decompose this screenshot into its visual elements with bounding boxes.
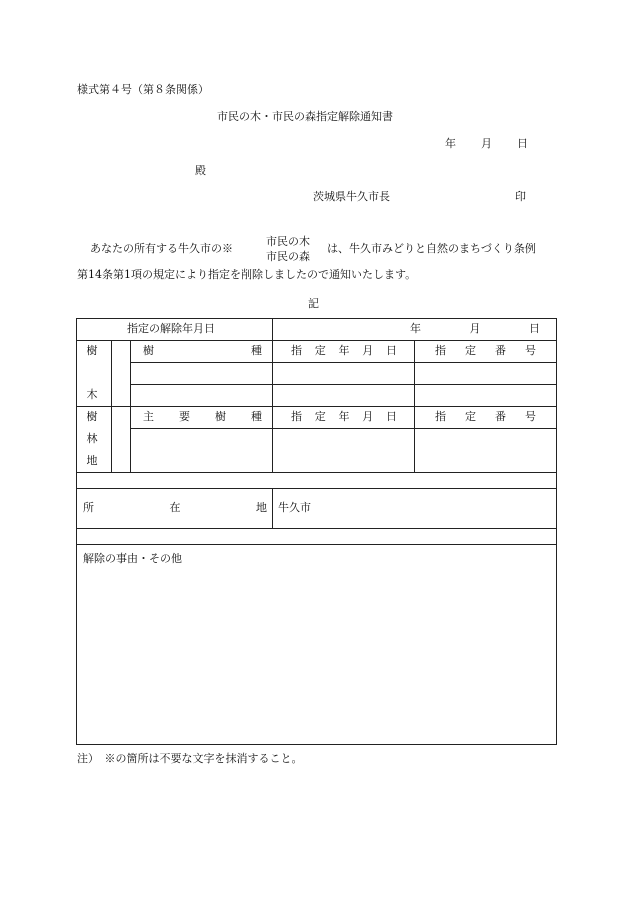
header-char: 号: [525, 410, 536, 423]
header-char: 月: [362, 410, 374, 423]
divider: [272, 488, 273, 528]
header-char: 樹: [215, 410, 226, 423]
month-char: 月: [469, 322, 481, 335]
header-char: 指: [435, 344, 446, 357]
header-char: 主: [143, 410, 154, 423]
form-number: 様式第４号（第８条関係）: [77, 83, 209, 96]
header-char: 番: [495, 344, 506, 357]
ki-heading: 記: [308, 297, 319, 310]
label-char: 在: [169, 501, 181, 514]
divider: [77, 528, 556, 529]
designation-date-header: [291, 410, 397, 424]
divider: [130, 362, 556, 363]
divider: [77, 488, 556, 489]
location-label: [83, 501, 267, 515]
day-char: 日: [529, 322, 540, 335]
divider: [130, 428, 556, 429]
header-char: 定: [465, 410, 476, 423]
header-char: 定: [314, 344, 326, 357]
header-char: 指: [291, 344, 302, 357]
divider: [77, 472, 556, 473]
body-line1-before: あなたの所有する牛久市の※: [90, 242, 233, 255]
year-char: 年: [445, 137, 456, 150]
header-char: 号: [525, 344, 536, 357]
header-char: 日: [386, 410, 397, 423]
divider: [272, 340, 273, 472]
designation-date-header: [291, 344, 397, 358]
tree-section-label: [81, 344, 103, 402]
choice-tree: 市民の木: [266, 235, 310, 248]
divider: [414, 340, 415, 472]
release-date-label: 指定の解除年月日: [127, 322, 215, 335]
designation-choice: [266, 234, 310, 264]
designation-number-header: [435, 344, 536, 358]
addressee-suffix: 殿: [195, 164, 206, 177]
header-char: 種: [251, 344, 262, 357]
year-char: 年: [410, 322, 421, 335]
issue-date-line: [445, 137, 528, 151]
forest-section-char: 樹: [86, 410, 98, 423]
tree-section-char: 樹: [86, 344, 98, 357]
header-char: 定: [465, 344, 476, 357]
divider: [111, 340, 112, 472]
seal-mark: 印: [515, 190, 526, 203]
label-char: 所: [83, 501, 94, 514]
details-table: [76, 318, 557, 745]
main-species-header: [143, 410, 262, 424]
header-char: 番: [495, 410, 506, 423]
forest-section-label: [81, 410, 103, 468]
header-char: 年: [338, 344, 350, 357]
divider: [77, 340, 556, 341]
header-char: 日: [386, 344, 397, 357]
location-value: 牛久市: [278, 501, 311, 514]
header-char: 定: [314, 410, 326, 423]
issuer-name: 茨城県牛久市長: [313, 190, 390, 203]
day-char: 日: [517, 137, 528, 150]
body-line1-after: は、牛久市みどりと自然のまちづくり条例: [327, 242, 536, 255]
footnote: 注） ※の箇所は不要な文字を抹消すること。: [77, 752, 303, 765]
release-date-field: [410, 322, 540, 336]
choice-forest: 市民の森: [266, 250, 310, 263]
tree-section-char: 木: [86, 388, 98, 401]
designation-number-header: [435, 410, 536, 424]
header-char: 指: [435, 410, 446, 423]
header-char: 指: [291, 410, 302, 423]
header-char: 年: [338, 410, 350, 423]
header-char: 樹: [143, 344, 154, 357]
reason-label: 解除の事由・その他: [83, 552, 182, 565]
divider: [272, 319, 273, 340]
month-char: 月: [481, 137, 492, 150]
document-title: 市民の木・市民の森指定解除通知書: [217, 110, 393, 123]
header-char: 要: [179, 410, 190, 423]
header-char: 月: [362, 344, 374, 357]
divider: [77, 544, 556, 545]
header-char: 種: [251, 410, 262, 423]
divider: [77, 406, 556, 407]
divider: [130, 340, 131, 472]
forest-section-char: 地: [86, 454, 98, 467]
forest-section-char: 林: [86, 432, 98, 445]
divider: [130, 384, 556, 385]
body-line2: 第14条第1項の規定により指定を削除しましたので通知いたします。: [77, 268, 417, 281]
label-char: 地: [256, 501, 267, 514]
tree-species-header: [143, 344, 262, 358]
